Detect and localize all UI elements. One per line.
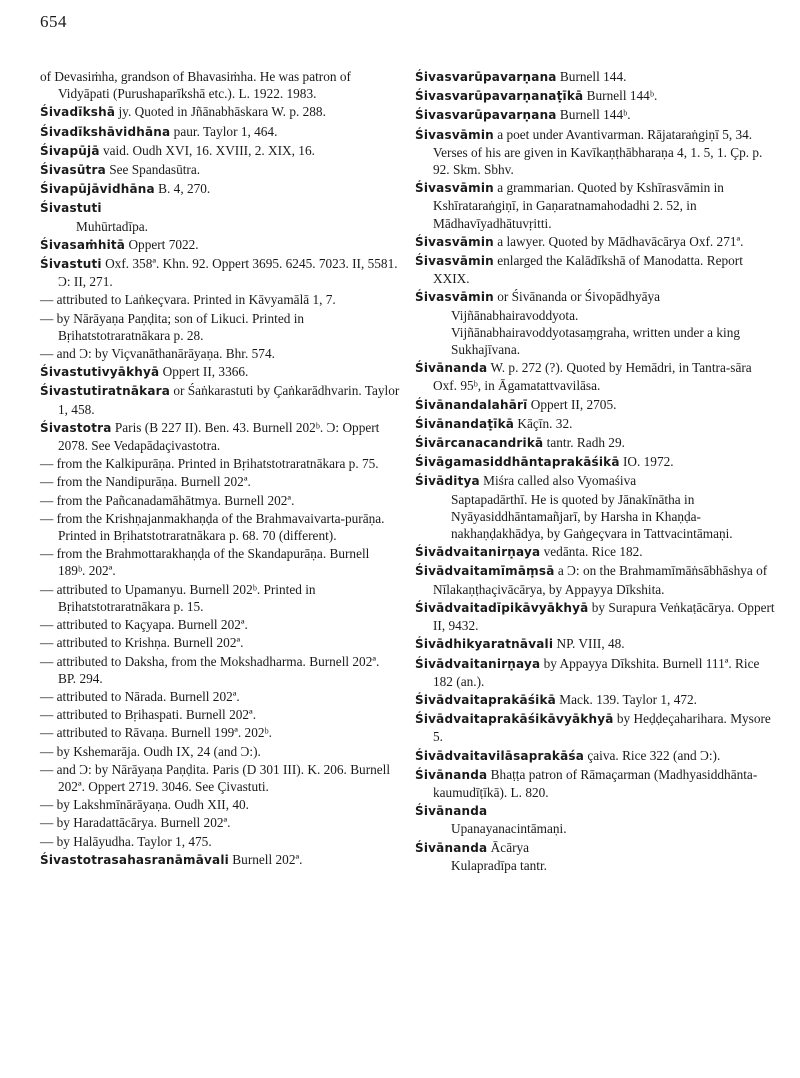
entry-text: Burnell 202ª. <box>228 851 303 867</box>
dictionary-entry <box>415 691 775 709</box>
dictionary-entry <box>415 453 775 471</box>
dictionary-entry <box>40 545 400 579</box>
entry-headword: Śivādvaitavilāsaprakāśa <box>415 748 585 763</box>
entry-text: Burnell 144. <box>556 69 627 84</box>
entry-text: enlarged the Kalādīkshā of Manodatta. Report XXIX. <box>433 253 743 287</box>
entry-text: — by Halāyudha. Taylor 1, 475. <box>40 833 212 849</box>
right-column <box>415 68 775 875</box>
entry-headword: Śivapūjā <box>40 143 100 158</box>
dictionary-entry <box>40 345 400 362</box>
entry-headword: Śivārcanacandrikā <box>415 436 544 451</box>
dictionary-entry <box>415 87 775 105</box>
entry-text: a Ɔ: on the Brahmamīmāṅsābhāshya of Nīlakaṇṭhaçivācārya, by Appayya Dīkshita. <box>433 563 768 597</box>
entry-text: — by Kshemarāja. Oudh IX, 24 (and Ɔ:). <box>40 743 261 759</box>
entry-headword: Śivasvāmin <box>415 290 494 305</box>
dictionary-entry <box>40 419 400 454</box>
entry-subline: Saptapadārthī. He is quoted by Jānakīnātha in Nyāyasiddhāntamañjarī, by Harsha in Khaṇḍa-nakhaṇḍakhādya, by Gaṅgeçvara in Tattvacintāmaṇi. <box>451 491 733 542</box>
entry-headword: Śivasvāmin <box>415 127 494 142</box>
entry-text: by Appayya Dīkshita. Burnell 111ª. Rice 182 (an.). <box>433 655 760 689</box>
entry-text: Burnell 144ᵇ. <box>583 88 658 104</box>
entry-text: — by Lakshmīnārāyaṇa. Oudh XII, 40. <box>40 797 250 813</box>
entry-text: — attributed to Upamanyu. Burnell 202ᵇ. Printed in Bṛihatstotraratnākara p. 15. <box>40 581 316 614</box>
dictionary-entry <box>415 635 775 653</box>
entry-headword: Śivānandaṭīkā <box>415 416 515 431</box>
entry-subline: Kulapradīpa tantr. <box>451 857 547 873</box>
entry-text: or Śivānanda or Śivopādhyāya <box>493 289 661 305</box>
entry-text: — from the Pañcanadamāhātmya. Burnell 202ª. <box>40 492 295 508</box>
entry-text: vaid. Oudh XVI, 16. XVIII, 2. XIX, 16. <box>99 142 315 158</box>
entry-text: See Spandasūtra. <box>105 162 201 178</box>
entry-text: — by Haradattācārya. Burnell 202ª. <box>40 815 231 831</box>
entry-headword: Śivastuti <box>40 257 102 272</box>
entry-text: — attributed to Krishṇa. Burnell 202ª. <box>40 635 244 651</box>
entry-headword: Śivādvaitamīmāṃsā <box>415 564 555 579</box>
dictionary-entry <box>40 724 400 741</box>
entry-text: a poet under Avantivarman. Rājataraṅgiṇī 5, 34. Verses of his are given in Kavīkaṇṭhābharaṇa 4, 1. 5, 1. Çp. p. 92. Skm. Sbhv. <box>433 126 763 178</box>
entry-text: — attributed to Bṛihaspati. Burnell 202ª. <box>40 707 257 723</box>
dictionary-entry <box>40 510 400 544</box>
entry-text: IO. 1972. <box>619 454 674 470</box>
dictionary-entry <box>415 766 775 801</box>
dictionary-entry <box>40 103 400 121</box>
entry-headword: Śivasvāmin <box>415 254 494 269</box>
entry-text: NP. VIII, 48. <box>553 636 625 652</box>
entry-text: a lawyer. Quoted by Mādhavācārya Oxf. 271ª. <box>493 233 744 249</box>
entry-text: — attributed to Laṅkeçvara. Printed in Kāvyamālā 1, 7. <box>40 292 336 308</box>
dictionary-entry <box>415 747 775 765</box>
entry-headword: Śivānanda <box>415 361 488 376</box>
entry-text: Oppert II, 2705. <box>527 396 617 412</box>
dictionary-entry <box>40 68 400 102</box>
entry-headword: Śivānandalahārī <box>415 397 528 412</box>
dictionary-entry <box>415 802 775 837</box>
dictionary-entry <box>40 653 400 687</box>
entry-headword: Śivādvaitaprakāśikā <box>415 692 556 707</box>
entry-text: — from the Nandipurāṇa. Burnell 202ª. <box>40 474 251 490</box>
dictionary-entry <box>40 161 400 179</box>
entry-headword: Śivānanda <box>415 840 488 855</box>
dictionary-entry <box>40 814 400 831</box>
page-number: 654 <box>40 12 67 31</box>
entry-subline: Muhūrtadīpa. <box>76 218 149 234</box>
entry-text: Miśra called also Vyomaśiva <box>479 473 637 489</box>
entry-text: Burnell 144ᵇ. <box>556 107 631 123</box>
dictionary-entry <box>415 288 775 358</box>
dictionary-entry <box>40 492 400 509</box>
entry-subline: Upanayanacintāmaṇi. <box>451 821 567 837</box>
dictionary-entry <box>415 599 775 634</box>
entry-text: jy. Quoted in Jñānabhāskara W. p. 288. <box>115 104 326 120</box>
entry-headword: Śivasaṁhitā <box>40 237 126 252</box>
entry-headword: Śivādvaitadīpikāvyākhyā <box>415 600 589 615</box>
entry-text: — attributed to Rāvaṇa. Burnell 199ª. 202ᵇ. <box>40 725 272 741</box>
dictionary-entry <box>40 236 400 254</box>
entry-text: Oppert 7022. <box>125 236 199 252</box>
entry-headword: Śivāgamasiddhāntaprakāśikā <box>415 455 620 470</box>
entry-text: — and Ɔ: by Nārāyaṇa Paṇḍita. Paris (D 301 III). K. 206. Burnell 202ª. Oppert 2719. 3046. See Çivastuti. <box>40 761 391 794</box>
entry-headword: Śivastotra <box>40 420 112 435</box>
dictionary-entry <box>40 455 400 472</box>
dictionary-entry <box>415 415 775 433</box>
dictionary-entry <box>40 382 400 417</box>
dictionary-entry <box>40 581 400 615</box>
dictionary-entry <box>40 634 400 651</box>
entry-text: Bhaṭṭa patron of Rāmaçarman (Madhyasiddhānta-kaumudīṭīkā). L. 820. <box>433 766 758 800</box>
entry-text: Ācārya <box>487 839 530 855</box>
dictionary-entry <box>415 106 775 124</box>
dictionary-entry <box>415 710 775 745</box>
entry-headword: Śivādhikyaratnāvali <box>415 637 554 652</box>
entry-text: — attributed to Nārada. Burnell 202ª. <box>40 688 240 704</box>
dictionary-entry <box>40 123 400 141</box>
entry-headword: Śivastuti <box>40 201 102 216</box>
entry-headword: Śivādvaitanirṇaya <box>415 545 541 560</box>
entry-text: W. p. 272 (?). Quoted by Hemādri, in Tantra-sāra Oxf. 95ᵇ, in Āgamatattvavilāsa. <box>433 360 752 394</box>
entry-text: by Surapura Veṅkaṭācārya. Oppert II, 9432. <box>433 599 775 634</box>
entry-text: — by Nārāyaṇa Paṇḍita; son of Likuci. Printed in Bṛihatstotraratnākara p. 28. <box>40 310 305 343</box>
entry-headword: Śivasvarūpavarṇanaṭīkā <box>415 89 584 104</box>
dictionary-entry <box>40 851 400 869</box>
entry-subline: Vijñānabhairavoddyotasaṃgraha, written under a king Sukhajīvana. <box>451 324 741 358</box>
entry-headword: Śivasūtra <box>40 163 106 178</box>
dictionary-entry <box>415 68 775 86</box>
entry-text: of Devasiṁha, grandson of Bhavasiṁha. He was patron of Vidyāpati (Purushaparīkshā etc.). L. 1922. 1983. <box>40 69 351 102</box>
dictionary-entry <box>415 396 775 414</box>
dictionary-entry <box>40 142 400 160</box>
entry-headword: Śivadīkshāvidhāna <box>40 124 171 139</box>
entry-headword: Śivasvarūpavarṇana <box>415 108 557 123</box>
dictionary-entry <box>40 291 400 308</box>
left-column <box>40 68 400 870</box>
dictionary-entry <box>415 126 775 179</box>
dictionary-entry <box>40 199 400 234</box>
dictionary-entry <box>40 743 400 760</box>
entry-text: — attributed to Kaçyapa. Burnell 202ª. <box>40 617 248 633</box>
entry-text: — attributed to Daksha, from the Mokshadharma. Burnell 202ª. BP. 294. <box>40 653 380 686</box>
dictionary-entry <box>40 833 400 850</box>
entry-text: Oppert II, 3366. <box>159 364 249 380</box>
entry-text: — and Ɔ: by Viçvanāthanārāyaṇa. Bhr. 574. <box>40 346 275 362</box>
entry-headword: Śivādvaitanirṇaya <box>415 656 541 671</box>
entry-text: by Heḍḍeçaharihara. Mysore 5. <box>433 711 771 745</box>
entry-headword: Śivasvarūpavarṇana <box>415 70 557 84</box>
entry-text: Oxf. 358ª. Khn. 92. Oppert 3695. 6245. 7023. II, 5581. Ɔ: II, 271. <box>58 256 398 290</box>
entry-headword: Śivādvaitaprakāśikāvyākhyā <box>415 712 614 727</box>
entry-headword: Śivadīkshā <box>40 105 116 120</box>
dictionary-entry <box>40 616 400 633</box>
dictionary-entry <box>415 562 775 597</box>
dictionary-entry <box>415 543 775 561</box>
entry-headword: Śivastutiratnākara <box>40 384 171 399</box>
entry-text: çaiva. Rice 322 (and Ɔ:). <box>584 747 721 763</box>
entry-headword: Śivasvāmin <box>415 234 494 249</box>
entry-text: — from the Kalkipurāṇa. Printed in Bṛihatstotraratnākara p. 75. <box>40 456 379 472</box>
entry-text: B. 4, 270. <box>154 181 211 197</box>
entry-headword: Śivasvāmin <box>415 181 494 196</box>
dictionary-entry <box>40 255 400 290</box>
dictionary-entry <box>415 359 775 394</box>
dictionary-entry <box>40 688 400 705</box>
entry-headword: Śivastutivyākhyā <box>40 365 160 380</box>
entry-headword: Śivānanda <box>415 767 488 782</box>
entry-headword: Śivastotrasahasranāmāvali <box>40 852 229 867</box>
entry-text: paur. Taylor 1, 464. <box>170 123 278 139</box>
dictionary-entry <box>40 180 400 198</box>
entry-text: Kāçīn. 32. <box>514 415 573 431</box>
dictionary-entry <box>415 233 775 251</box>
dictionary-entry <box>40 363 400 381</box>
dictionary-entry <box>40 706 400 723</box>
dictionary-entry <box>415 839 775 874</box>
entry-headword: Śivapūjāvidhāna <box>40 182 155 197</box>
dictionary-entry <box>415 655 775 690</box>
dictionary-entry <box>415 252 775 287</box>
entry-headword: Śivāditya <box>415 474 480 489</box>
entry-subline: Vijñānabhairavoddyota. <box>451 307 579 323</box>
dictionary-entry <box>40 310 400 344</box>
entry-headword: Śivānanda <box>415 804 488 819</box>
dictionary-entry <box>40 473 400 490</box>
entry-text: a grammarian. Quoted by Kshīrasvāmin in Kshīrataraṅgiṇī, in Gaṇaratnamahodadhi 2. 52, in Mādhavīyadhātuvṛitti. <box>433 180 724 231</box>
dictionary-entry <box>415 179 775 232</box>
entry-text: Paris (B 227 II). Ben. 43. Burnell 202ᵇ. Ɔ: Oppert 2078. See Vedapādaçivastotra. <box>58 419 380 454</box>
entry-text: or Śaṅkarastuti by Çaṅkarādhvarin. Taylor 1, 458. <box>58 383 400 417</box>
dictionary-entry <box>40 761 400 795</box>
entry-text: — from the Brahmottarakhaṇḍa of the Skandapurāṇa. Burnell 189ᵇ. 202ª. <box>40 546 370 579</box>
entry-text: — from the Krishṇajanmakhaṇḍa of the Brahmavaivarta-purāṇa. Printed in Bṛihatstotraratnākara p. 68. 70 (different). <box>40 510 385 544</box>
dictionary-entry <box>415 472 775 542</box>
dictionary-entry <box>40 796 400 813</box>
entry-text: vedānta. Rice 182. <box>540 544 643 560</box>
entry-text: Mack. 139. Taylor 1, 472. <box>555 691 697 707</box>
dictionary-entry <box>415 434 775 452</box>
entry-text: tantr. Radh 29. <box>543 435 625 451</box>
